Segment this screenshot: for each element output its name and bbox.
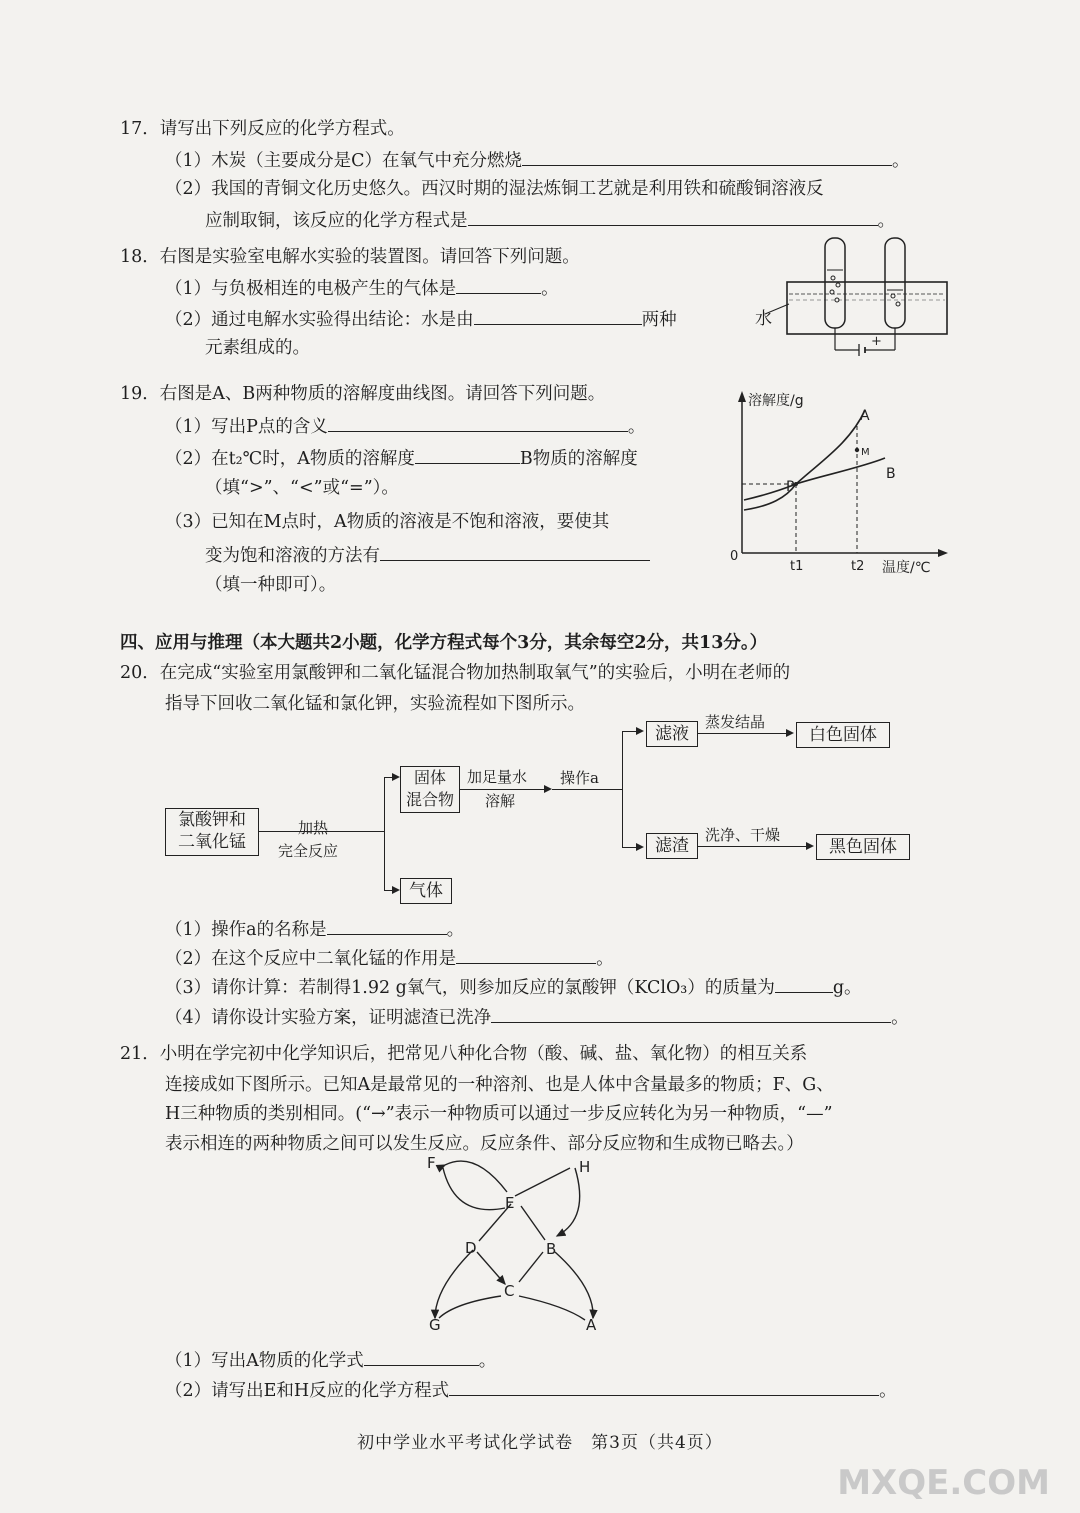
q18-part1-text: （1）与负极相连的电极产生的气体是 xyxy=(165,279,457,299)
q21-stem-line2: 连接成如下图所示。已知A是最常见的一种溶剂、也是人体中含量最多的物质；F、G、 xyxy=(165,1075,834,1095)
solubility-svg xyxy=(720,388,955,583)
arrow xyxy=(698,733,792,734)
q20-part2 xyxy=(165,943,614,973)
flow-start-line2: 二氧化锰 xyxy=(178,832,246,852)
water-label: 水 xyxy=(755,309,772,329)
curve-b xyxy=(744,458,885,500)
period: 。 xyxy=(541,279,559,299)
period: 。 xyxy=(892,151,910,171)
arrow xyxy=(384,777,398,778)
node-a: A xyxy=(586,1316,597,1333)
q18-stem: 18．右图是实验室电解水实验的装置图。请回答下列问题。 xyxy=(120,247,580,267)
q19-part2 xyxy=(165,443,638,473)
q19-part2-text: （2）在t₂℃时，A物质的溶解度 xyxy=(165,449,415,469)
period: 。 xyxy=(879,1381,897,1401)
point-m xyxy=(855,448,859,452)
t2-label: t2 xyxy=(851,559,865,574)
q20-stem-line2: 指导下回收二氧化锰和氯化钾，实验流程如下图所示。 xyxy=(165,694,585,714)
q19-stem: 19．右图是A、B两种物质的溶解度曲线图。请回答下列问题。 xyxy=(120,384,606,404)
answer-blank[interactable] xyxy=(456,943,596,964)
arrow xyxy=(460,789,550,790)
arrow xyxy=(622,847,642,848)
q17-part2-line1: （2）我国的青铜文化历史悠久。西汉时期的湿法炼铜工艺就是利用铁和硫酸铜溶液反 xyxy=(165,179,824,199)
relation-svg xyxy=(415,1148,615,1333)
node-h: H xyxy=(579,1158,591,1176)
arrow xyxy=(384,890,398,891)
flow-box-filtrate: 滤液 xyxy=(646,721,698,747)
heat-label: 加热 xyxy=(298,819,329,837)
q17-stem: 17．请写出下列反应的化学方程式。 xyxy=(120,119,405,139)
q18-part2-line2: 元素组成的。 xyxy=(205,338,310,358)
q19-part1-text: （1）写出P点的含义 xyxy=(165,417,328,437)
q20-part3-text: （3）请你计算：若制得1.92 g氧气，则参加反应的氯酸钾（KClO₃）的质量为 xyxy=(165,978,775,998)
period: 。 xyxy=(446,920,465,940)
operation-a-label: 操作a xyxy=(560,769,599,787)
flow-box-solid-mixture xyxy=(400,766,460,813)
period: 。 xyxy=(627,417,646,437)
q20-part1-text: （1）操作a的名称是 xyxy=(165,920,327,940)
q19-part3-line3: （填一种即可）。 xyxy=(205,575,337,595)
answer-blank[interactable] xyxy=(364,1345,479,1366)
node-g: G xyxy=(429,1316,441,1333)
answer-blank[interactable] xyxy=(775,972,833,993)
q19-part2-line2: （填“>”、“<”或“=”）。 xyxy=(205,478,399,498)
q18-part1 xyxy=(165,273,559,303)
q21-part1 xyxy=(165,1345,496,1375)
series-a-label: A xyxy=(860,408,870,424)
q18-part2-text: （2）通过电解水实验得出结论：水是由 xyxy=(165,310,474,330)
flow-solid-line1: 固体 xyxy=(413,768,446,787)
q21-stem-line3: H三种物质的类别相同。(“→”表示一种物质可以通过一步反应转化为另一种物质，“—” xyxy=(165,1104,833,1124)
period: 。 xyxy=(478,1351,497,1371)
q17-part1-text: （1）木炭（主要成分是C）在氧气中充分燃烧 xyxy=(165,151,523,171)
q21-part2-text: （2）请写出E和H反应的化学方程式 xyxy=(165,1381,450,1401)
q20-part3-unit: g。 xyxy=(832,978,862,998)
complete-reaction-label: 完全反应 xyxy=(278,842,339,860)
wash-dry-label: 洗净、干燥 xyxy=(705,826,781,844)
node-f: F xyxy=(427,1154,436,1172)
point-p-label: P xyxy=(786,479,795,495)
answer-blank[interactable] xyxy=(468,205,878,226)
connector xyxy=(622,731,623,847)
q20-stem-line1: 20．在完成“实验室用氯酸钾和二氧化锰混合物加热制取氧气”的实验后，小明在老师的 xyxy=(120,663,791,683)
recovery-flowchart xyxy=(160,715,920,905)
flow-box-white-solid: 白色固体 xyxy=(796,722,890,748)
connector xyxy=(384,777,385,890)
t1-label: t1 xyxy=(790,559,804,574)
series-b-label: B xyxy=(886,466,896,482)
answer-blank[interactable] xyxy=(491,1002,891,1023)
arrow xyxy=(698,846,812,847)
section-4-title: 四、应用与推理（本大题共2小题，化学方程式每个3分，其余每空2分，共13分。） xyxy=(120,633,768,653)
period: 。 xyxy=(596,949,614,969)
node-c: C xyxy=(504,1282,515,1300)
evaporate-label: 蒸发结晶 xyxy=(705,713,766,731)
answer-blank[interactable] xyxy=(415,443,520,464)
x-axis-label: 温度/℃ xyxy=(882,560,931,576)
flow-box-black-solid: 黑色固体 xyxy=(816,834,910,860)
flow-box-gas: 气体 xyxy=(400,878,452,904)
connector xyxy=(552,789,622,790)
q20-part3 xyxy=(165,972,862,1002)
electrolysis-svg xyxy=(755,230,955,370)
q20-part1 xyxy=(165,914,464,944)
node-b: B xyxy=(546,1240,557,1258)
q19-part3-line1: （3）已知在M点时，A物质的溶液是不饱和溶液，要使其 xyxy=(165,512,610,532)
q20-part4-text: （4）请你设计实验方案，证明滤渣已洗净 xyxy=(165,1008,492,1028)
answer-blank[interactable] xyxy=(380,540,650,561)
period: 。 xyxy=(877,211,895,231)
add-water-label: 加足量水 xyxy=(467,768,528,786)
dissolve-label: 溶解 xyxy=(485,792,516,810)
q20-part2-text: （2）在这个反应中二氧化锰的作用是 xyxy=(165,949,457,969)
answer-blank[interactable] xyxy=(327,914,447,935)
origin-label: 0 xyxy=(730,549,739,564)
answer-blank[interactable] xyxy=(456,273,541,294)
y-axis-label: 溶解度/g xyxy=(748,393,804,409)
answer-blank[interactable] xyxy=(522,145,892,166)
point-p xyxy=(794,482,798,486)
q19-part3-text: 变为饱和溶液的方法有 xyxy=(205,546,380,566)
q17-part1 xyxy=(165,145,910,175)
flow-box-start xyxy=(165,808,259,856)
answer-blank[interactable] xyxy=(474,304,642,325)
q21-part2 xyxy=(165,1375,897,1405)
plus-sign: + xyxy=(871,334,882,349)
q21-part1-text: （1）写出A物质的化学式 xyxy=(165,1351,364,1371)
node-d: D xyxy=(465,1239,477,1257)
q19-part2-text2: B物质的溶解度 xyxy=(519,449,638,469)
q21-stem-line1: 21．小明在学完初中化学知识后，把常见八种化合物（酸、碱、盐、氧化物）的相互关系 xyxy=(120,1044,808,1064)
answer-blank[interactable] xyxy=(328,411,628,432)
q20-part4 xyxy=(165,1002,909,1032)
solubility-curve-figure xyxy=(720,388,955,583)
arrow xyxy=(622,731,642,732)
electrolysis-apparatus-figure xyxy=(755,230,955,370)
flow-solid-line2: 混合物 xyxy=(405,790,454,809)
period: 。 xyxy=(891,1008,909,1028)
answer-blank[interactable] xyxy=(449,1375,879,1396)
q21-stem-line4: 表示相连的两种物质之间可以发生反应。反应条件、部分反应物和生成物已略去。） xyxy=(165,1134,804,1154)
q18-part2 xyxy=(165,304,677,334)
compound-relation-diagram xyxy=(415,1148,615,1333)
q17-part2-text: 应制取铜，该反应的化学方程式是 xyxy=(205,211,468,231)
q18-part2-text2: 两种 xyxy=(641,310,677,330)
point-m-label: M xyxy=(861,447,870,458)
flow-start-line1: 氯酸钾和 xyxy=(178,810,246,830)
watermark-logo: MXQE.COM xyxy=(837,1463,1050,1503)
flow-box-residue: 滤渣 xyxy=(646,833,698,859)
node-e: E xyxy=(505,1194,515,1212)
page-footer: 初中学业水平考试化学试卷 第3页（共4页） xyxy=(357,1433,723,1453)
q19-part3-line2 xyxy=(205,540,650,570)
q19-part1 xyxy=(165,411,645,441)
